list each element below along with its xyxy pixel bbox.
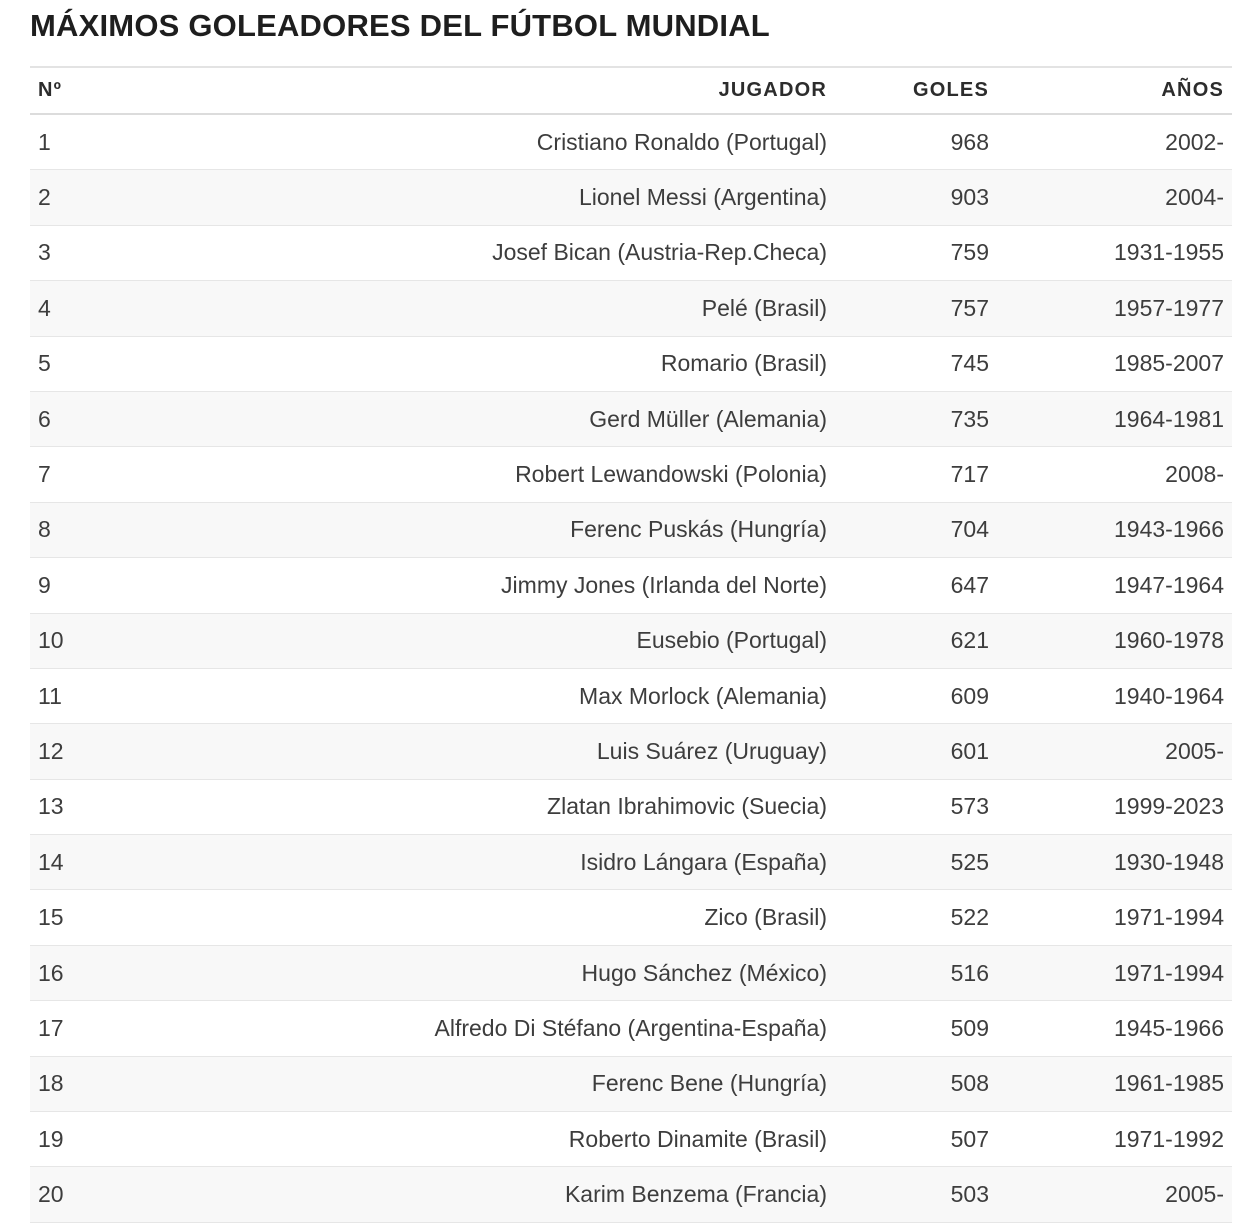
cell-years: 1930-1948 [997,835,1232,890]
cell-player: Luis Suárez (Uruguay) [120,724,835,779]
cell-player: Jimmy Jones (Irlanda del Norte) [120,558,835,613]
cell-player: Lionel Messi (Argentina) [120,170,835,225]
table-row [30,281,1232,336]
cell-goals: 522 [835,890,997,945]
cell-goals: 503 [835,1167,997,1222]
table-row [30,779,1232,834]
table-row [30,835,1232,890]
column-header-num: Nº [30,68,120,114]
cell-player: Ferenc Bene (Hungría) [120,1056,835,1111]
cell-player: Roberto Dinamite (Brasil) [120,1112,835,1167]
table-row [30,225,1232,280]
cell-years: 1985-2007 [997,336,1232,391]
cell-rank: 8 [30,502,120,557]
cell-rank: 14 [30,835,120,890]
cell-rank: 20 [30,1167,120,1222]
cell-years: 2005- [997,724,1232,779]
cell-player: Romario (Brasil) [120,336,835,391]
cell-years: 2004- [997,170,1232,225]
cell-years: 2002- [997,114,1232,170]
table-row [30,170,1232,225]
cell-years: 1971-1992 [997,1112,1232,1167]
cell-goals: 717 [835,447,997,502]
cell-rank: 12 [30,724,120,779]
cell-player: Robert Lewandowski (Polonia) [120,447,835,502]
cell-goals: 735 [835,391,997,446]
cell-player: Pelé (Brasil) [120,281,835,336]
cell-goals: 508 [835,1056,997,1111]
cell-goals: 903 [835,170,997,225]
cell-years: 1961-1985 [997,1056,1232,1111]
cell-goals: 509 [835,1001,997,1056]
table-row [30,391,1232,446]
cell-player: Cristiano Ronaldo (Portugal) [120,114,835,170]
cell-player: Josef Bican (Austria-Rep.Checa) [120,225,835,280]
cell-player: Karim Benzema (Francia) [120,1167,835,1222]
cell-years: 1931-1955 [997,225,1232,280]
cell-rank: 7 [30,447,120,502]
column-header-years: AÑOS [997,68,1232,114]
cell-goals: 968 [835,114,997,170]
cell-rank: 16 [30,945,120,1000]
table-row [30,945,1232,1000]
cell-goals: 757 [835,281,997,336]
cell-years: 1964-1981 [997,391,1232,446]
table-row [30,502,1232,557]
cell-goals: 525 [835,835,997,890]
cell-rank: 3 [30,225,120,280]
cell-rank: 2 [30,170,120,225]
table-row [30,890,1232,945]
cell-player: Eusebio (Portugal) [120,613,835,668]
column-header-player: JUGADOR [120,68,835,114]
cell-rank: 17 [30,1001,120,1056]
cell-rank: 19 [30,1112,120,1167]
page-title: MÁXIMOS GOLEADORES DEL FÚTBOL MUNDIAL [30,8,770,43]
cell-years: 1960-1978 [997,613,1232,668]
cell-years: 2008- [997,447,1232,502]
cell-years: 1957-1977 [997,281,1232,336]
cell-goals: 704 [835,502,997,557]
cell-rank: 9 [30,558,120,613]
cell-years: 1940-1964 [997,668,1232,723]
table-row [30,668,1232,723]
cell-years: 1971-1994 [997,890,1232,945]
table-row [30,1112,1232,1167]
cell-rank: 4 [30,281,120,336]
cell-goals: 573 [835,779,997,834]
table-row [30,114,1232,170]
scorers-table-container [30,66,1232,1223]
cell-years: 1943-1966 [997,502,1232,557]
table-body [30,114,1232,1222]
cell-goals: 647 [835,558,997,613]
table-row [30,613,1232,668]
cell-rank: 18 [30,1056,120,1111]
cell-rank: 15 [30,890,120,945]
cell-player: Gerd Müller (Alemania) [120,391,835,446]
cell-years: 1999-2023 [997,779,1232,834]
table-row [30,1056,1232,1111]
cell-player: Ferenc Puskás (Hungría) [120,502,835,557]
cell-years: 1945-1966 [997,1001,1232,1056]
cell-rank: 13 [30,779,120,834]
cell-player: Zlatan Ibrahimovic (Suecia) [120,779,835,834]
cell-goals: 621 [835,613,997,668]
cell-rank: 6 [30,391,120,446]
cell-player: Hugo Sánchez (México) [120,945,835,1000]
cell-years: 1947-1964 [997,558,1232,613]
table-row [30,336,1232,391]
cell-rank: 5 [30,336,120,391]
cell-player: Alfredo Di Stéfano (Argentina-España) [120,1001,835,1056]
table-row [30,1167,1232,1222]
table-row [30,558,1232,613]
cell-goals: 745 [835,336,997,391]
table-header [30,68,1232,114]
cell-goals: 601 [835,724,997,779]
table-header-row [30,68,1232,114]
cell-player: Zico (Brasil) [120,890,835,945]
cell-goals: 507 [835,1112,997,1167]
column-header-goals: GOLES [835,68,997,114]
scorers-table [30,68,1232,1223]
table-row [30,724,1232,779]
cell-player: Max Morlock (Alemania) [120,668,835,723]
table-row [30,1001,1232,1056]
cell-rank: 1 [30,114,120,170]
cell-goals: 609 [835,668,997,723]
cell-rank: 11 [30,668,120,723]
cell-goals: 516 [835,945,997,1000]
table-row [30,447,1232,502]
cell-goals: 759 [835,225,997,280]
cell-years: 1971-1994 [997,945,1232,1000]
cell-rank: 10 [30,613,120,668]
cell-player: Isidro Lángara (España) [120,835,835,890]
cell-years: 2005- [997,1167,1232,1222]
